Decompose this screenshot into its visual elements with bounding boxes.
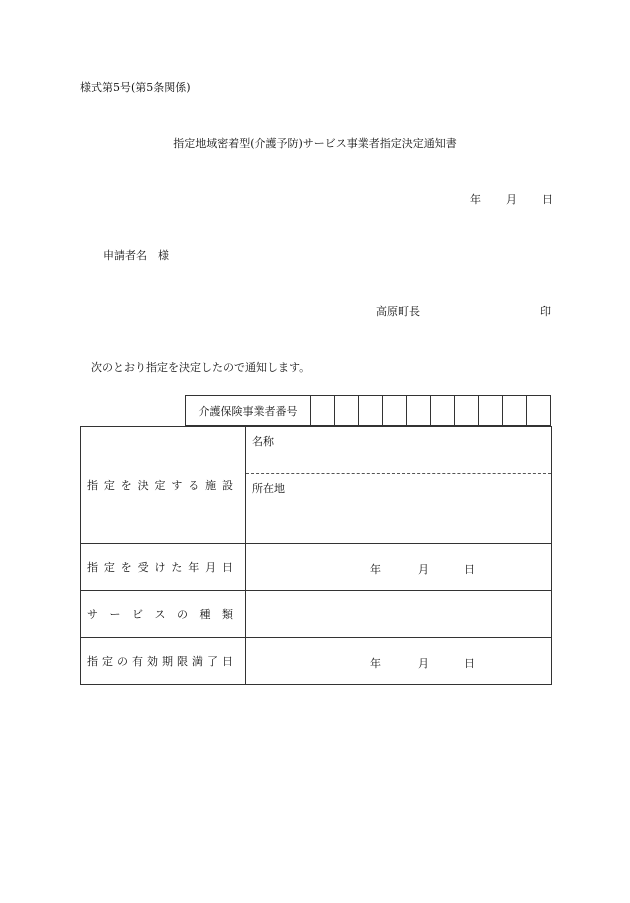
insurance-number-digit-box[interactable] [503,396,527,426]
expiry-date-field[interactable] [246,638,552,685]
insurance-number-digit-box[interactable] [407,396,431,426]
facility-name-label: 名称 [252,435,274,448]
seal-mark: 印 [540,305,551,318]
insurance-number-digit-box[interactable] [527,396,551,426]
insurance-number-digit-box[interactable] [479,396,503,426]
expiry-month-label: 月 [418,657,429,670]
facility-row [81,427,552,544]
insurance-number-label: 介護保険事業者番号 [186,396,311,426]
designation-details-table [80,426,552,685]
received-year-label: 年 [370,563,381,576]
service-type-row [81,591,552,638]
date-month-label: 月 [506,193,517,206]
designation-received-date-row [81,544,552,591]
insurance-number-digit-box[interactable] [335,396,359,426]
facility-detail-cell [246,427,552,544]
mayor-title: 高原町長 [376,305,420,318]
received-month-label: 月 [418,563,429,576]
facility-address-label: 所在地 [252,482,285,495]
facility-name-field[interactable] [246,427,551,474]
received-date-header: 指 定 を 受 け た 年 月 日 [81,544,246,591]
insurance-number-digit-box[interactable] [455,396,479,426]
date-day-label: 日 [542,193,553,206]
notice-text: 次のとおり指定を決定したので通知します。 [91,361,311,374]
insurance-number-table [185,395,551,426]
insurance-number-digit-box[interactable] [431,396,455,426]
insurance-number-digit-box[interactable] [311,396,335,426]
service-type-header: サ ー ビ ス の 種 類 [81,591,246,638]
facility-header [81,427,246,544]
facility-address-field[interactable] [246,474,551,543]
applicant-name-line: 申請者名 様 [103,249,169,262]
expiry-day-label: 日 [464,657,475,670]
expiry-date-header: 指 定 の 有 効 期 限 満 了 日 [81,638,246,685]
expiry-year-label: 年 [370,657,381,670]
insurance-number-digit-box[interactable] [359,396,383,426]
facility-header-text: 指 定 を 決 定 す る 施 設 [87,479,233,492]
expiry-date-row [81,638,552,685]
received-day-label: 日 [464,563,475,576]
received-date-field[interactable] [246,544,552,591]
service-type-field[interactable] [246,591,552,638]
form-number: 様式第5号(第5条関係) [80,81,191,94]
insurance-number-digit-box[interactable] [383,396,407,426]
date-year-label: 年 [470,193,481,206]
document-title: 指定地域密着型(介護予防)サービス事業者指定決定通知書 [173,137,457,150]
